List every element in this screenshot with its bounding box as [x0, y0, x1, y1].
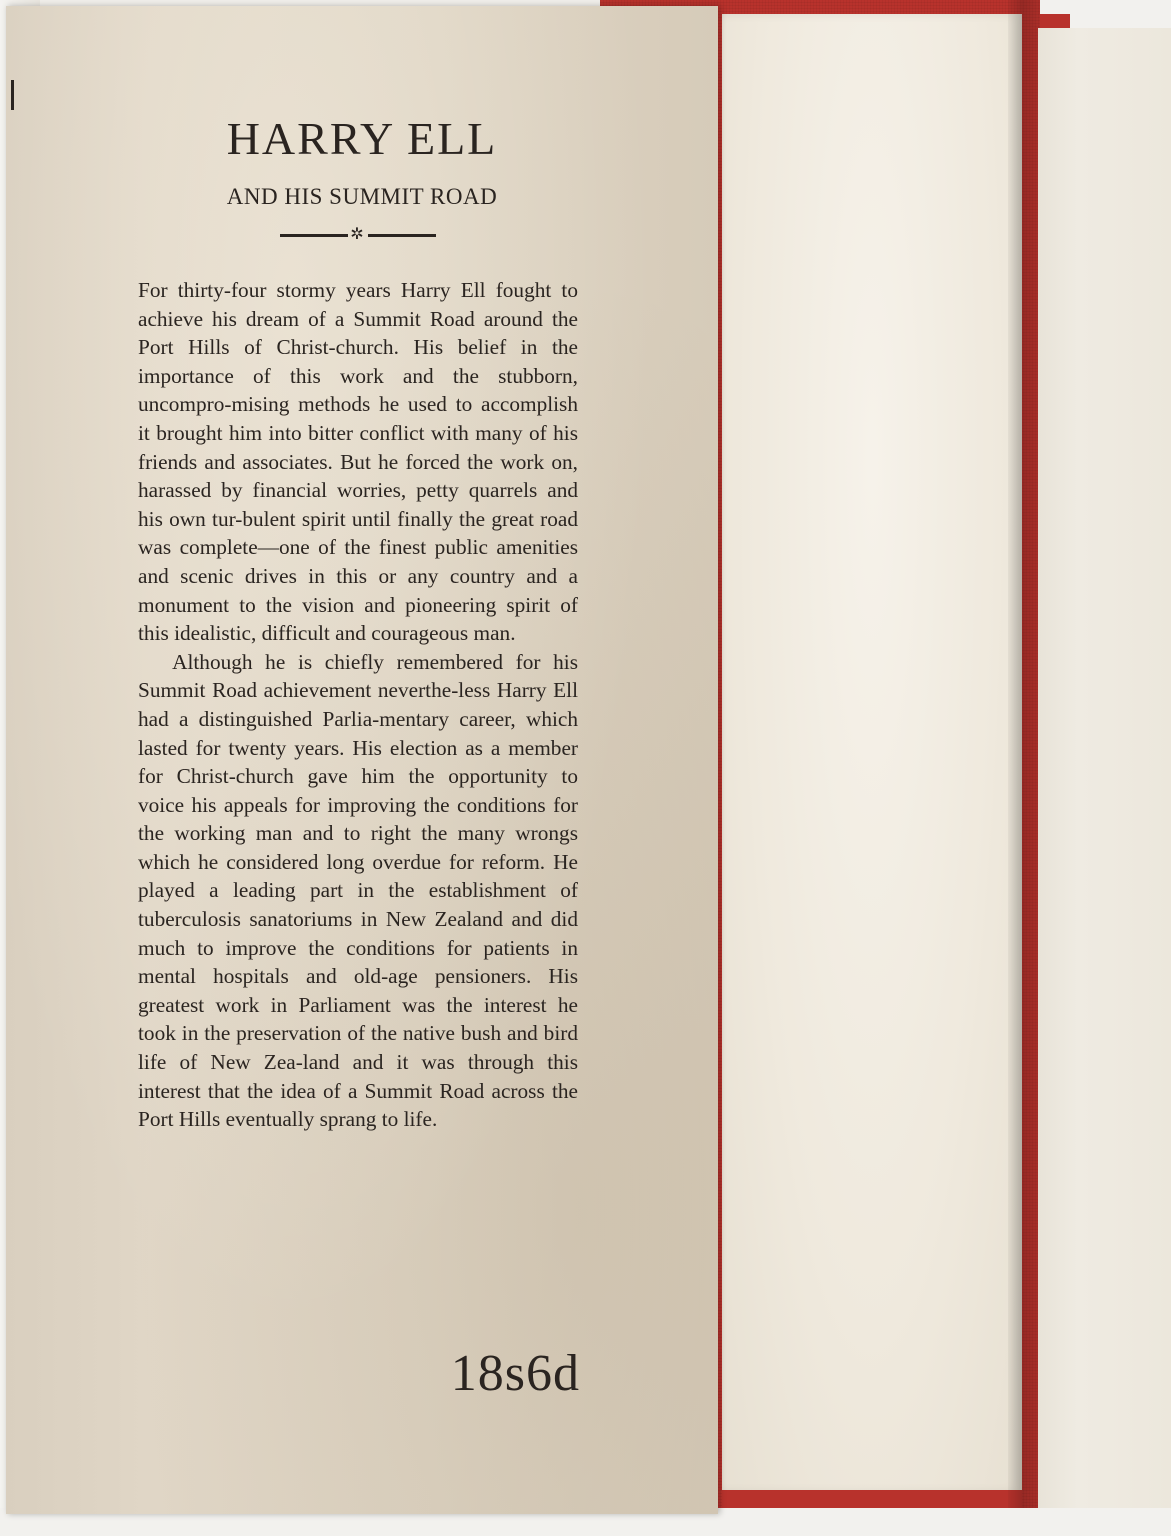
- ornament-star-icon: ✲: [350, 226, 364, 243]
- book-subtitle: AND HIS SUMMIT ROAD: [226, 184, 498, 209]
- book-title: HARRY ELL: [226, 113, 498, 164]
- blurb-text: [138, 276, 578, 1134]
- price-label: 18s6d: [450, 1345, 580, 1402]
- ornament-rule-right: [368, 234, 436, 237]
- right-page-edge: [1038, 28, 1171, 1536]
- fold-mark: [11, 80, 14, 110]
- blurb-paragraph: For thirty-four stormy years Harry Ell fought to achieve his dream of a Summit Road around the Port Hills of Christ-church. His belief in the importance of this work and the stubborn, uncompro-mising methods he used to accomplish it brought him into bitter conflict with many of his friends and associates. But he forced the work on, harassed by financial worries, petty quarrels and his own tur-bulent spirit until finally the great road was complete—one of the finest public amenities and scenic drives in this or any country and a monument to the vision and pioneering spirit of this idealistic, difficult and courageous man.: [138, 278, 578, 646]
- blurb-paragraph: Although he is chiefly remembered for his Summit Road achievement neverthe-less Harry Ell had a distinguished Parlia-mentary career, which lasted for twenty years. His election as a member for Christ-church gave him the opportunity to voice his appeals for improving the conditions for the working man and to right the many wrongs which he considered long overdue for reform. He played a leading part in the establishment of tuberculosis sanatoriums in New Zealand and did much to improve the conditions for patients in mental hospitals and old-age pensioners. His greatest work in Parliament was the interest he took in the preservation of the native bush and bird life of New Zea-land and it was through this interest that the idea of a Summit Road across the Port Hills eventually sprang to life.: [138, 649, 578, 1132]
- ornament-divider: [274, 228, 438, 242]
- dust-jacket-flap: [6, 6, 718, 1514]
- ornament-rule-left: [280, 234, 348, 237]
- red-cloth-bottom-edge: [722, 1490, 1022, 1508]
- endpaper-page: [722, 14, 1022, 1492]
